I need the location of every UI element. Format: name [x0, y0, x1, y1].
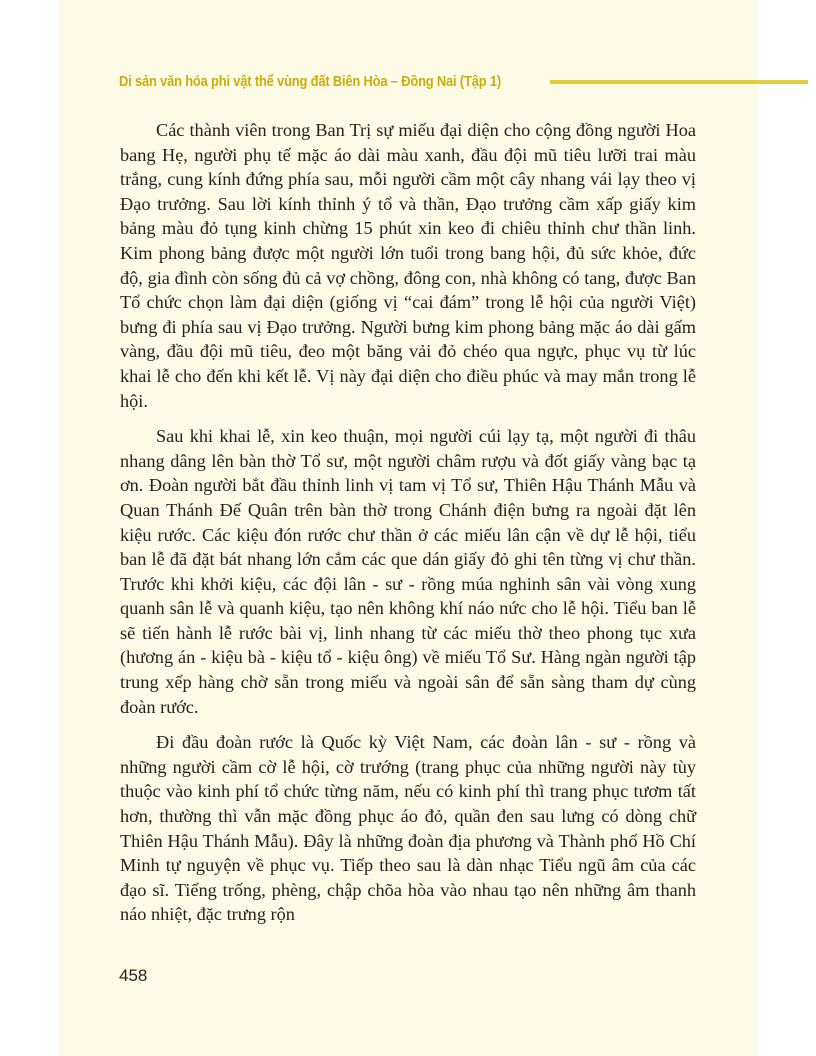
- paragraph-3: Đi đầu đoàn rước là Quốc kỳ Việt Nam, các đoàn lân - sư - rồng và những người cầm cờ lễ hội, cờ trướng (trang phục của những người này tùy thuộc vào kinh phí tổ chức từng năm, nếu có kinh phí thì trang phục tươm tất hơn, thường thì vẫn mặc đồng phục áo đỏ, quần đen sau lưng có dòng chữ Thiên Hậu Thánh Mẫu). Đây là những đoàn địa phương và Thành phố Hồ Chí Minh tự nguyện về phục vụ. Tiếp theo sau là dàn nhạc Tiểu ngũ âm của các đạo sĩ. Tiếng trống, phèng, chập chõa hòa vào nhau tạo nên những âm thanh náo nhiệt, đặc trưng rộn: [120, 732, 696, 925]
- body-text: [120, 118, 696, 938]
- running-header: [119, 66, 696, 96]
- header-rule: [550, 80, 808, 84]
- page-number: 458: [119, 966, 148, 985]
- paragraph-2: Sau khi khai lễ, xin keo thuận, mọi người cúi lạy tạ, một người đi thâu nhang dâng lên bàn thờ Tổ sư, một người châm rượu và đốt giấy vàng bạc tạ ơn. Đoàn người bắt đầu thỉnh linh vị tam vị Tổ sư, Thiên Hậu Thánh Mẫu và Quan Thánh Đế Quân trên bàn thờ trong Chánh điện bưng ra ngoài đặt lên kiệu rước. Các kiệu đón rước chư thần ở các miếu lân cận về dự lễ hội, tiểu ban lễ đã đặt bát nhang lớn cắm các que dán giấy đỏ ghi tên từng vị chư thần. Trước khi khởi kiệu, các đội lân - sư - rồng múa nghinh sân vài vòng xung quanh sân lễ và quanh kiệu, tạo nên không khí náo nức cho lễ hội. Tiểu ban lễ sẽ tiến hành lễ rước bài vị, linh nhang từ các miếu thờ theo phong tục xưa (hương án - kiệu bà - kiệu tổ - kiệu ông) về miếu Tổ Sư. Hàng ngàn người tập trung xếp hàng chờ sẵn trong miếu và ngoài sân để sẵn sàng tham dự cùng đoàn rước.: [120, 426, 696, 717]
- running-header-title: Di sản văn hóa phi vật thể vùng đất Biên Hòa – Đồng Nai (Tập 1): [119, 72, 501, 90]
- paragraph-1: Các thành viên trong Ban Trị sự miếu đại diện cho cộng đồng người Hoa bang Hẹ, người phụ tế mặc áo dài màu xanh, đầu đội mũ tiêu lưỡi trai màu trắng, cung kính đứng phía sau, mỗi người cầm một cây nhang vái lạy theo vị Đạo trưởng. Sau lời kính thỉnh ý tổ và thần, Đạo trưởng cầm xấp giấy kim bảng màu đỏ tụng kinh chừng 15 phút xin keo đi chiêu thỉnh chư thần linh. Kim phong bảng được một người lớn tuổi trong bang hội, đủ sức khỏe, đức độ, gia đình còn sống đủ cả vợ chồng, đông con, nhà không có tang, được Ban Tổ chức chọn làm đại diện (giống vị “cai đám” trong lễ hội của người Việt) bưng đi phía sau vị Đạo trưởng. Người bưng kim phong bảng mặc áo dài gấm vàng, đầu đội mũ tiêu, đeo một băng vải đỏ chéo qua ngực, phục vụ từ lúc khai lễ cho đến khi kết lễ. Vị này đại diện cho điều phúc và may mắn trong lễ hội.: [120, 120, 696, 411]
